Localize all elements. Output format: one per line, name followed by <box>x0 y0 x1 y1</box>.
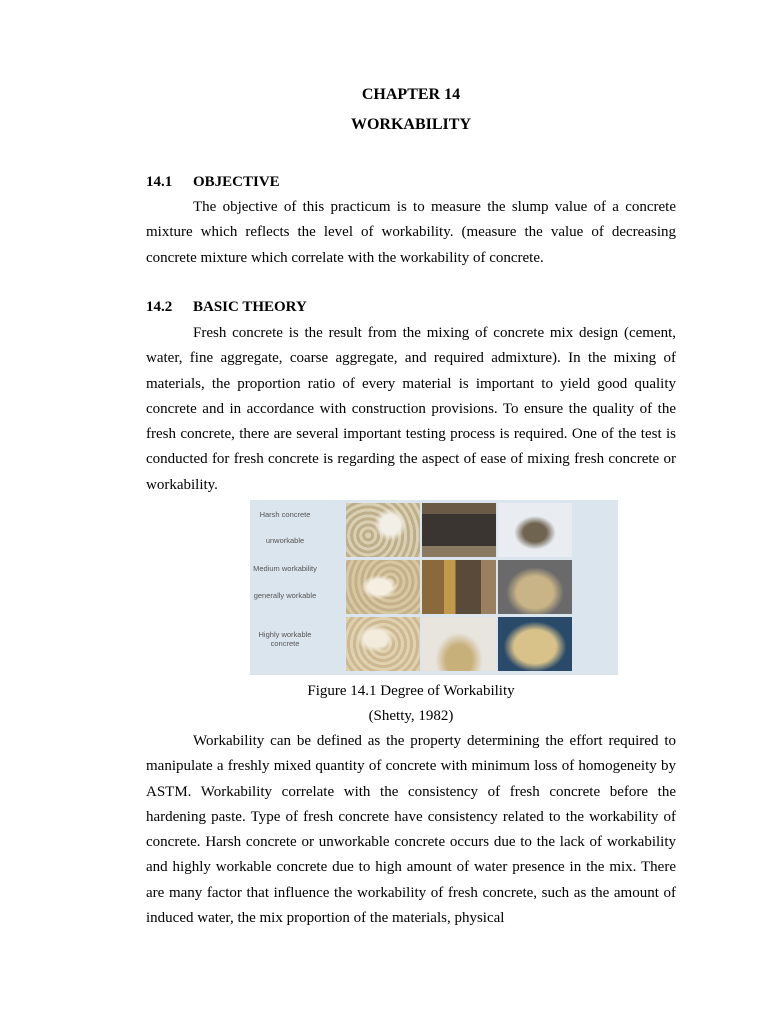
workability-figure <box>250 500 618 675</box>
workability-paragraph <box>146 729 676 931</box>
section-heading-objective <box>146 174 280 191</box>
figure-row-label: Highly workable concrete <box>258 630 312 648</box>
figure-source: (Shetty, 1982) <box>368 708 454 724</box>
basic-theory-paragraph <box>146 321 676 498</box>
chapter-title: WORKABILITY <box>350 116 472 133</box>
figure-row-label: Medium workability <box>253 564 317 573</box>
objective-text: The objective of this practicum is to measure the slump value of a concrete mixture which reflects the level of workability. (measure the value of decreasing concrete mixture which correlate with the workability of concrete. <box>146 199 676 266</box>
harsh-concrete-photo <box>346 503 420 557</box>
slump-result-photo <box>498 560 572 614</box>
section-heading-basic-theory <box>146 299 307 316</box>
workability-text: Workability can be defined as the property determining the effort required to manipulate a freshly mixed quantity of concrete with minimum loss of homogeneity by ASTM. Workability correlate with the consistency of fresh concrete before the hardening paste. Type of fresh concrete have consistency related to the workability of concrete. Harsh concrete or unworkable concrete occurs due to the lack of workability and highly workable concrete due to high amount of water presence in the mix. There are many factor that influence the workability of fresh concrete, such as the amount of induced water, the mix proportion of the materials, physical <box>146 733 676 927</box>
section-title: BASIC THEORY <box>193 299 307 315</box>
section-number: 14.1 <box>146 174 173 190</box>
slump-result-photo <box>498 503 572 557</box>
objective-paragraph <box>146 195 676 271</box>
medium-concrete-photo <box>346 560 420 614</box>
highly-workable-concrete-photo <box>346 617 420 671</box>
figure-row-label: Harsh concrete <box>259 510 311 519</box>
section-number: 14.2 <box>146 299 173 315</box>
chapter-number: CHAPTER 14 <box>361 86 461 103</box>
figure-caption: Figure 14.1 Degree of Workability <box>307 683 515 699</box>
figure-row-sublabel: unworkable <box>265 536 305 545</box>
slump-result-photo <box>498 617 572 671</box>
basic-theory-text: Fresh concrete is the result from the mixing of concrete mix design (cement, water, fine aggregate, coarse aggregate, and required admixture). In the mixing of materials, the proportion ratio of every material is important to yield good quality concrete and in accordance with construction provisions. To ensure the quality of the fresh concrete, there are several important testing process is required. One of the test is conducted for fresh concrete is regarding the aspect of ease of mixing fresh concrete or workability. <box>146 325 676 493</box>
slump-cone-photo <box>422 503 496 557</box>
slump-cone-photo <box>422 617 496 671</box>
figure-row-sublabel: generally workable <box>253 591 317 600</box>
section-title: OBJECTIVE <box>193 174 280 190</box>
slump-cone-photo <box>422 560 496 614</box>
